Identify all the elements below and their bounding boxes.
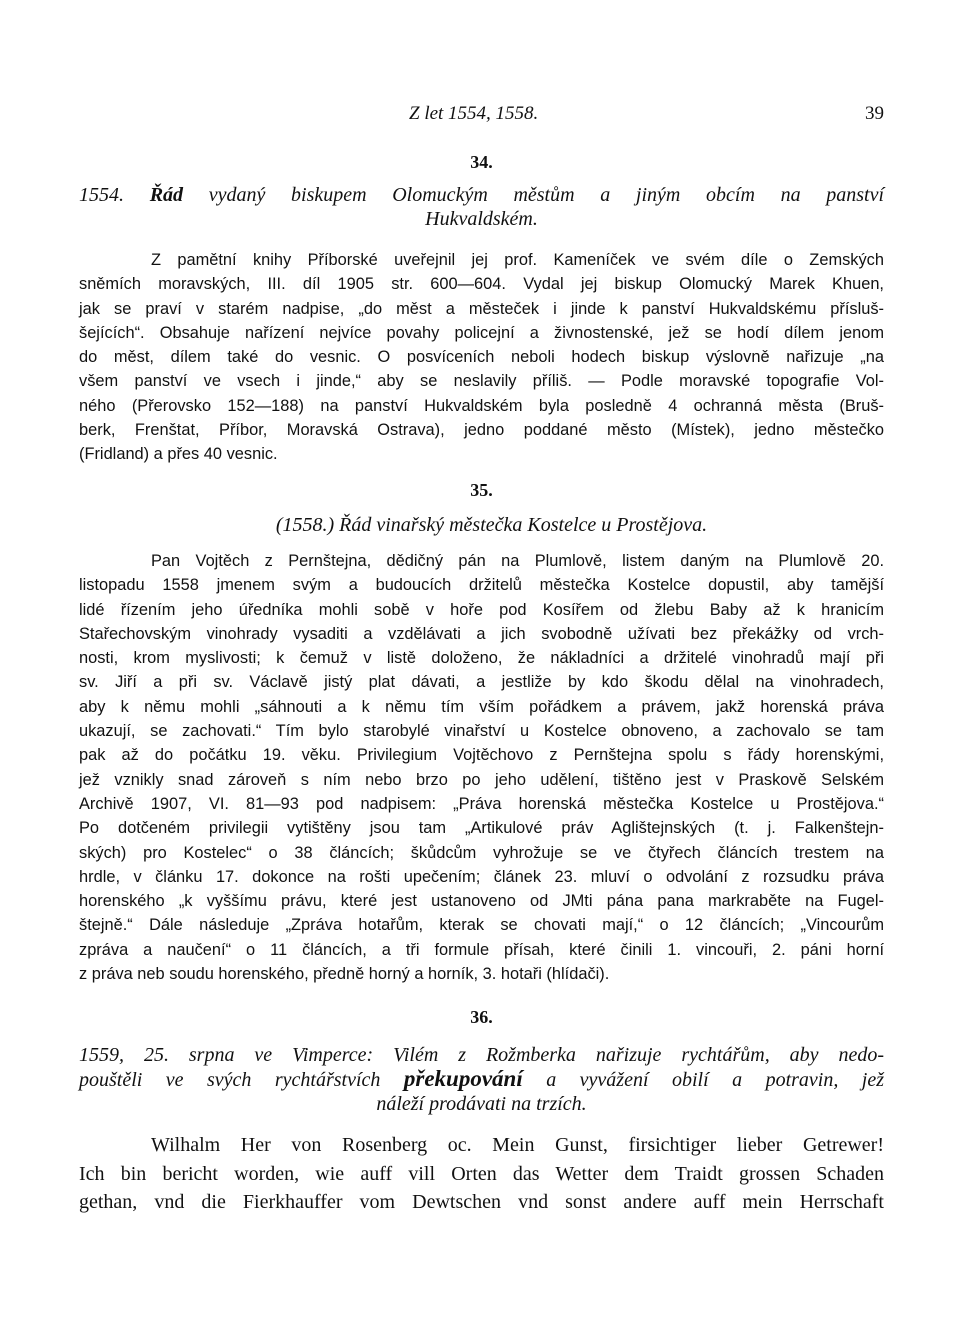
heading-bold-word: Řád [149, 184, 184, 206]
section-body-34 [79, 248, 884, 467]
text-line: všem panství ve vsech i jinde,“ aby se neslavily příliš. — Podle moravské topografie Vol- [79, 372, 884, 391]
text-line: ukazují, se zachovati.“ Tím bylo starobylé vinařství u Kostelce obnoveno, a zachovalo se tam [79, 722, 884, 741]
section-heading-35 [79, 513, 884, 537]
heading-text: a vyvážení obilí a potravin, jež [546, 1069, 885, 1091]
text-line: sněmích moravských, III. díl 1905 str. 600—604. Vydal jej biskup Olomucký Marek Khuen, [79, 275, 884, 294]
text-line: sv. Jiří a při sv. Václavě jistý plat dávati, a jestliže by kdo škodu dělal na vinohradech, [79, 673, 884, 692]
text-line: nosti, krom myslivosti; k čemuž v listě doloženo, že nákladníci a držitelé vinohradů mají při [79, 649, 884, 668]
text-line: (Fridland) a přes 40 vesnic. [79, 445, 278, 464]
heading-bold-word: překupování [403, 1066, 523, 1091]
text-line: aby k němu mohli „sáhnouti a k němu tím vším pořádkem a právem, jakž horenská práva [79, 697, 884, 716]
text-line: šejících“. Obsahuje nařízení nejvíce povahy policejní a živnostenské, jež se hodí dílem jenom [79, 323, 884, 342]
text-line: jež vznikly snad zároveň s ním nebo brzo po jeho udělení, tištěno jest v Praskově Selském [79, 770, 884, 789]
text-line: pak až do počátku 19. věku. Privilegium Vojtěchovo z Pernštejna spolu s řády horenskými, [79, 746, 884, 765]
text-line: do měst, dílem také do vesnic. O posvíceních neboli hodech biskup výslovně nařizuje „na [79, 348, 884, 367]
text-line: Archivě 1907, VI. 81—93 pod nadpisem: „Práva horenská městečka Kostelce u Prostějova.“ [79, 794, 884, 813]
text-line: berk, Frenštat, Příbor, Moravská Ostrava), jedno poddané město (Místek), jedno městečko [79, 421, 884, 440]
heading-text: pouštěli ve svých rychtářstvích [79, 1069, 381, 1091]
text-line: ného (Přerovsko 152—188) na panství Hukvaldském byla posledně 4 ochranná města (Bruš- [79, 396, 884, 415]
text-line: zpráva a naučení“ o 11 článcích, a tři formule přísah, které činili 1. vincouři, 2. páni horní [79, 940, 884, 959]
heading-date: 1554. [79, 184, 124, 206]
section-body-35 [79, 549, 884, 986]
text-line: Ich bin bericht worden, wie auff vill Orten das Wetter dem Traidt grossen Schaden [79, 1162, 884, 1185]
section-number-36: 36. [470, 1007, 493, 1027]
text-line: horenského „k vyššímu právu, které jest ustanoveno od JMti pána pana markraběte na Fugel- [79, 892, 884, 911]
text-line: jak se praví v starém nadpise, „do měst a městeček i jinde k panství Hukvaldskému přísluš- [79, 299, 884, 318]
text-line: Z pamětní knihy Příborské uveřejnil jej prof. Kameníček ve svém díle o Zemských [151, 251, 884, 269]
section-heading-36 [79, 1043, 884, 1116]
page-number: 39 [865, 103, 884, 124]
text-line: hrdle, v článku 17. dokonce na rošti upečením; článek 23. mluví o odvolání z rozsudku práva [79, 867, 884, 886]
section-number-34: 34. [470, 152, 493, 172]
text-line: z práva neb soudu horenského, předně horný a horník, 3. hotaři (hlídači). [79, 965, 610, 984]
heading-line [79, 1067, 884, 1092]
section-number-35: 35. [470, 480, 493, 500]
text-line: Po dotčeném privilegii vytištěny jsou tam „Artikulové práv Aglištejnských (t. j. Falkenštejn- [79, 819, 884, 838]
text-line: gethan, vnd die Fierkhauffer vom Dewtschen vnd sonst andere auff mein Herrschaft [79, 1191, 884, 1213]
heading-line: 1559, 25. srpna ve Vimperce: Vilém z Rožmberka nařizuje rychtářům, aby nedo- [79, 1044, 884, 1066]
running-head [79, 103, 884, 127]
heading-text: vydaný biskupem Olomuckým městům a jiným obcím na panství [208, 184, 885, 206]
text-line: štejně.“ Dále následuje „Zpráva hotařům, kterak se chovati mají,“ o 12 článcích; „Vincourům [79, 916, 884, 935]
running-title: Z let 1554, 1558. [409, 103, 539, 124]
text-line: lidé řízením jeho úředníka mohli sobě v hoře pod Kosířem od žlebu Baby až k hranicím [79, 600, 884, 619]
text-line: Wilhalm Her von Rosenberg oc. Mein Gunst, firsichtiger lieber Getrewer! [151, 1134, 884, 1156]
text-line: ských) pro Kostelec“ o 38 článcích; škůdcům vyhrožuje se ve čtyřech článcích trestem na [79, 843, 884, 862]
heading-line: Hukvaldském. [425, 208, 538, 230]
heading-line: (1558.) Řád vinařský městečka Kostelce u Prostějova. [275, 514, 708, 536]
text-line: Pan Vojtěch z Pernštejna, dědičný pán na Plumlově, listem daným na Plumlově 20. [151, 552, 884, 570]
heading-line [79, 183, 884, 207]
text-line: Stařechovským vinohrady vysaditi a vzdělávati a jich svobodně užívati bez překážky od vrch- [79, 624, 884, 643]
heading-line: náleží prodávati na trzích. [376, 1093, 587, 1115]
text-line: listopadu 1558 jmenem svým a budoucích držitelů městečka Kostelce dopustil, aby tamější [79, 576, 884, 595]
section-heading-34 [79, 183, 884, 231]
section-body-36 [79, 1131, 884, 1217]
